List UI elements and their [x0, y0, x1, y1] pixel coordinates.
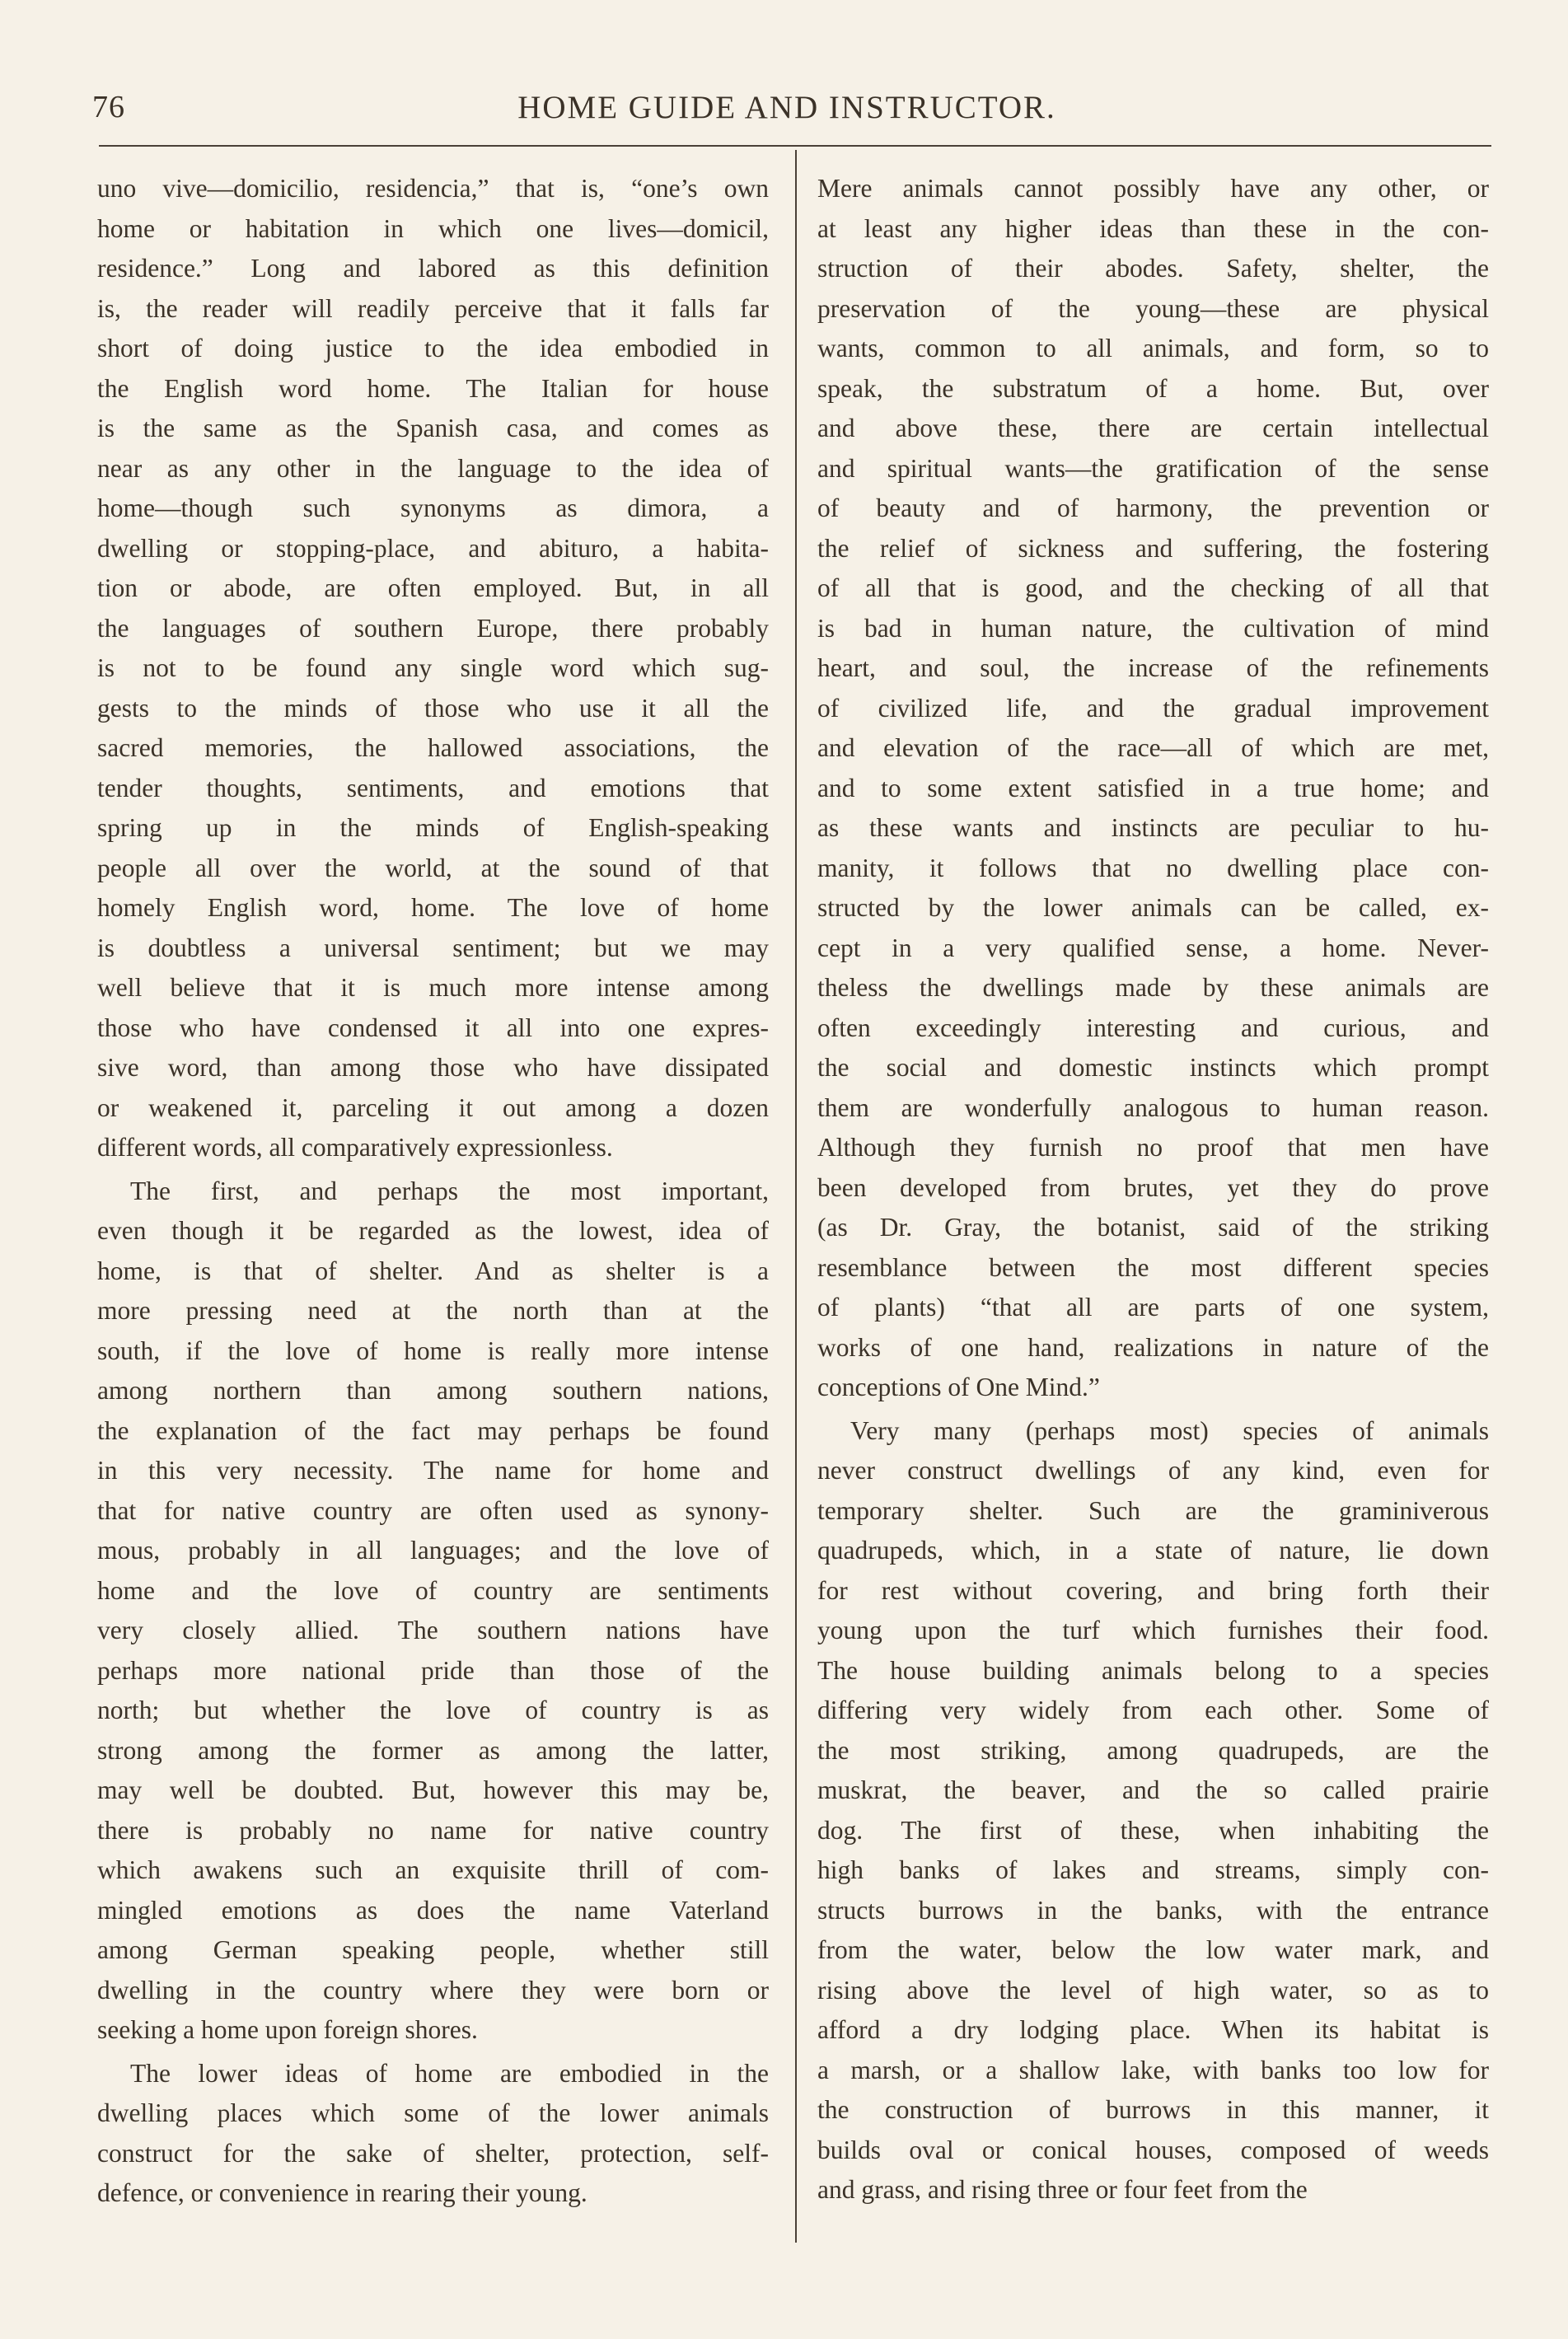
text-line: at least any higher ideas than these in the con- [817, 213, 1489, 243]
text-line: that for native country are often used as synony- [97, 1495, 769, 1525]
text-line: resemblance between the most different species [817, 1252, 1489, 1282]
text-line: mous, probably in all languages; and the love of [97, 1536, 769, 1565]
column-divider [795, 150, 797, 2243]
text-line: perhaps more national pride than those of the [97, 1655, 769, 1685]
text-line: a marsh, or a shallow lake, with banks too low for [817, 2055, 1489, 2084]
text-line: there is probably no name for native country [97, 1815, 769, 1845]
text-line: is not to be found any single word which sug- [97, 653, 769, 682]
text-line: afford a dry lodging place. When its habitat is [817, 2015, 1489, 2044]
text-line: strong among the former as among the latter, [97, 1735, 769, 1765]
text-line: and to some extent satisfied in a true home; and [817, 773, 1489, 802]
text-line: been developed from brutes, yet they do prove [817, 1172, 1489, 1202]
text-line: and elevation of the race—all of which are met, [817, 733, 1489, 762]
text-line: muskrat, the beaver, and the so called prairie [817, 1775, 1489, 1804]
text-line: the languages of southern Europe, there probably [97, 613, 769, 643]
text-line: and above these, there are certain intellectual [817, 414, 1489, 442]
text-line: construct for the sake of shelter, protection, self- [97, 2138, 769, 2168]
text-line: them are wonderfully analogous to human reason. [817, 1092, 1489, 1122]
text-line: The first, and perhaps the most important, [130, 1176, 769, 1205]
text-line: the most striking, among quadrupeds, are the [817, 1735, 1489, 1765]
text-line: builds oval or conical houses, composed of weeds [817, 2135, 1489, 2164]
text-line: near as any other in the language to the idea of [97, 453, 769, 483]
text-line: manity, it follows that no dwelling place con- [817, 853, 1489, 882]
paragraph [817, 1411, 1489, 2210]
text-line: of civilized life, and the gradual improvement [817, 693, 1489, 723]
text-line: often exceedingly interesting and curious, and [817, 1013, 1489, 1042]
text-line: those who have condensed it all into one expres- [97, 1013, 769, 1042]
text-line: for rest without covering, and bring forth their [817, 1575, 1489, 1605]
text-line: the social and domestic instincts which prompt [817, 1053, 1489, 1082]
text-line: or weakened it, parceling it out among a dozen [97, 1092, 769, 1122]
page-header [82, 82, 1491, 140]
text-line: Very many (perhaps most) species of animals [850, 1415, 1489, 1445]
page-number: 76 [92, 90, 125, 124]
right-column [817, 169, 1489, 2245]
text-line: homely English word, home. The love of home [97, 893, 769, 922]
text-line: defence, or convenience in rearing their young. [97, 2178, 587, 2207]
text-line: tender thoughts, sentiments, and emotions that [97, 773, 769, 802]
text-line: gests to the minds of those who use it all the [97, 693, 769, 723]
text-line: south, if the love of home is really more intense [97, 1336, 769, 1365]
text-line: home and the love of country are sentiments [97, 1575, 769, 1605]
text-line: speak, the substratum of a home. But, over [817, 373, 1489, 403]
text-line: rising above the level of high water, so as to [817, 1975, 1489, 2005]
text-line: dwelling or stopping-place, and abituro, a habita- [97, 533, 769, 563]
text-line: structed by the lower animals can be called, ex- [817, 893, 1489, 922]
text-line: uno vive—domicilio, residencia,” that is, “one’s own [97, 174, 769, 203]
text-line: as these wants and instincts are peculiar to hu- [817, 813, 1489, 842]
text-line: tion or abode, are often employed. But, in all [97, 573, 769, 602]
text-line: different words, all comparatively expressionless. [97, 1133, 613, 1162]
text-line: mingled emotions as does the name Vaterland [97, 1895, 769, 1925]
text-line: (as Dr. Gray, the botanist, said of the striking [817, 1213, 1489, 1242]
text-line: sacred memories, the hallowed associations, the [97, 733, 769, 762]
text-line: people all over the world, at the sound of that [97, 853, 769, 882]
text-line: differing very widely from each other. Some of [817, 1696, 1489, 1724]
text-line: dog. The first of these, when inhabiting the [817, 1815, 1489, 1845]
text-line: which awakens such an exquisite thrill of com- [97, 1855, 769, 1884]
text-line: The lower ideas of home are embodied in the [130, 2058, 769, 2088]
text-line: Although they furnish no proof that men have [817, 1133, 1489, 1162]
text-line: and grass, and rising three or four feet from the [817, 2175, 1308, 2204]
text-line: from the water, below the low water mark, and [817, 1935, 1489, 1964]
text-line: quadrupeds, which, in a state of nature, lie down [817, 1536, 1489, 1565]
text-line: and spiritual wants—the gratification of the sense [817, 453, 1489, 483]
paragraph [817, 169, 1489, 1408]
text-line: high banks of lakes and streams, simply con- [817, 1855, 1489, 1884]
text-line: preservation of the young—these are physical [817, 293, 1489, 323]
text-line: of beauty and of harmony, the prevention or [817, 494, 1489, 522]
text-line: among northern than among southern nations, [97, 1376, 769, 1405]
text-line: cept in a very qualified sense, a home. Never- [817, 933, 1489, 962]
text-line: heart, and soul, the increase of the refinements [817, 653, 1489, 682]
text-line: of plants) “that all are parts of one system, [817, 1293, 1489, 1322]
text-line: dwelling in the country where they were born or [97, 1975, 769, 2005]
text-line: seeking a home upon foreign shores. [97, 2015, 478, 2044]
text-line: works of one hand, realizations in nature of the [817, 1332, 1489, 1362]
text-line: is doubtless a universal sentiment; but we may [97, 933, 769, 962]
text-line: the explanation of the fact may perhaps be found [97, 1415, 769, 1445]
text-line: very closely allied. The southern nations have [97, 1616, 769, 1644]
text-line: more pressing need at the north than at the [97, 1296, 769, 1325]
text-line: struction of their abodes. Safety, shelter, the [817, 254, 1489, 283]
text-line: the relief of sickness and suffering, the fostering [817, 533, 1489, 563]
text-line: among German speaking people, whether still [97, 1935, 769, 1964]
text-line: short of doing justice to the idea embodied in [97, 334, 769, 363]
text-line: spring up in the minds of English-speaking [97, 813, 769, 842]
text-line: structs burrows in the banks, with the entrance [817, 1895, 1489, 1925]
text-line: north; but whether the love of country is as [97, 1696, 769, 1724]
text-line: even though it be regarded as the lowest, idea of [97, 1216, 769, 1245]
text-line: may well be doubted. But, however this may be, [97, 1775, 769, 1804]
left-column [97, 169, 769, 2245]
text-line: is the same as the Spanish casa, and comes as [97, 414, 769, 442]
text-line: home—though such synonyms as dimora, a [97, 494, 769, 522]
text-line: dwelling places which some of the lower animals [97, 2098, 769, 2127]
text-line: well believe that it is much more intense among [97, 973, 769, 1002]
text-line: the construction of burrows in this manner, it [817, 2095, 1489, 2124]
text-line: is bad in human nature, the cultivation of mind [817, 613, 1489, 643]
text-line: sive word, than among those who have dissipated [97, 1053, 769, 1082]
text-line: Mere animals cannot possibly have any other, or [817, 174, 1489, 203]
text-line: temporary shelter. Such are the graminiverous [817, 1495, 1489, 1525]
text-line: in this very necessity. The name for home and [97, 1456, 769, 1485]
text-line: young upon the turf which furnishes their food. [817, 1616, 1489, 1644]
text-line: home, is that of shelter. And as shelter is a [97, 1256, 769, 1285]
text-line: home or habitation in which one lives—domicil, [97, 213, 769, 243]
text-line: residence.” Long and labored as this definition [97, 254, 769, 283]
text-line: wants, common to all animals, and form, so to [817, 334, 1489, 363]
paragraph [97, 1172, 769, 2051]
text-line: never construct dwellings of any kind, even for [817, 1456, 1489, 1485]
running-title: HOME GUIDE AND INSTRUCTOR. [517, 90, 1056, 125]
text-line: theless the dwellings made by these animals are [817, 973, 1489, 1002]
paragraph [97, 169, 769, 1168]
text-line: conceptions of One Mind.” [817, 1373, 1100, 1401]
text-line: The house building animals belong to a species [817, 1655, 1489, 1685]
text-line: the English word home. The Italian for house [97, 373, 769, 403]
text-line: is, the reader will readily perceive that it falls far [97, 293, 769, 323]
header-rule [99, 145, 1491, 147]
text-line: of all that is good, and the checking of all that [817, 573, 1489, 602]
paragraph [97, 2054, 769, 2214]
